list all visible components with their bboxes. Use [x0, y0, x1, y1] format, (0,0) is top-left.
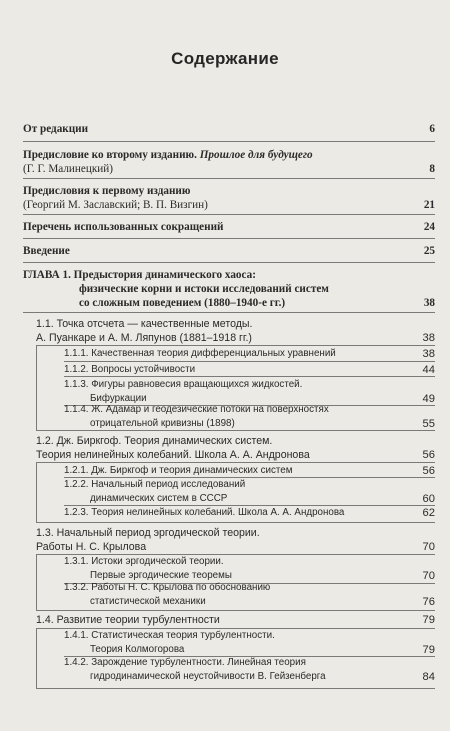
toc-entry-introduction[interactable]	[23, 244, 435, 258]
divider	[64, 376, 435, 377]
divider	[36, 610, 435, 611]
toc-section-1-1[interactable]	[36, 317, 435, 345]
subsection-title: 1.1.2. Вопросы устойчивости	[64, 364, 196, 375]
divider	[36, 522, 435, 523]
toc-section-1-3[interactable]	[36, 526, 435, 554]
page-number: 56	[422, 465, 435, 477]
subsection-title: Теория Колмогорова	[90, 644, 185, 655]
chapter-title-line: физические корни и истоки исследований систем	[79, 283, 329, 295]
subsection-title: 1.3.2. Работы Н. С. Крылова по обоснованию	[64, 582, 271, 593]
entry-label: Введение	[23, 245, 70, 257]
section-bracket	[36, 345, 37, 430]
divider	[36, 345, 435, 346]
section-title-line: 1.3. Начальный период эргодической теории.	[36, 527, 260, 539]
page-number: 24	[423, 221, 435, 233]
page-number: 79	[422, 644, 435, 656]
toc-subsection-1-4-2[interactable]	[64, 656, 435, 684]
subsection-title: Бифуркации	[90, 393, 147, 404]
subsection-title: 1.4.1. Статистическая теория турбулентности.	[64, 630, 275, 641]
page-number: 6	[429, 123, 435, 135]
section-title-line: 1.1. Точка отсчета — качественные методы.	[36, 318, 253, 330]
page-number: 84	[422, 671, 435, 683]
subsection-title: 1.2.1. Дж. Биркгоф и теория динамических систем	[64, 465, 293, 476]
entry-label: Перечень использованных сокращений	[23, 221, 224, 233]
section-title-line: Теория нелинейных колебаний. Школа А. А. Андронова	[36, 449, 310, 461]
page-number: 62	[422, 507, 435, 519]
page-number: 56	[422, 449, 435, 461]
toc-subsection-1-2-1[interactable]	[64, 464, 435, 478]
subsection-title: 1.1.4. Ж. Адамар и геодезические потоки на поверхностях	[64, 404, 329, 415]
page-number: 76	[422, 596, 435, 608]
page-number: 60	[422, 493, 435, 505]
divider	[36, 462, 435, 463]
divider	[23, 312, 435, 313]
subsection-title: 1.2.3. Теория нелинейных колебаний. Школа А. А. Андронова	[64, 507, 345, 518]
section-bracket	[36, 554, 37, 610]
toc-section-1-4[interactable]	[36, 613, 435, 627]
page-number: 21	[423, 199, 435, 211]
toc-subsection-1-1-3[interactable]	[64, 378, 435, 406]
toc-subsection-1-3-1[interactable]	[64, 555, 435, 583]
entry-author: (Георгий М. Заславский; В. П. Визгин)	[23, 199, 208, 211]
chapter-title-line: ГЛАВА 1. Предыстория динамического хаоса:	[23, 269, 256, 281]
toc-subsection-1-2-2[interactable]	[64, 478, 435, 506]
entry-author: (Г. Г. Малинецкий)	[23, 163, 113, 175]
page-number: 38	[422, 332, 435, 344]
page-number: 25	[423, 245, 435, 257]
section-title-line: Работы Н. С. Крылова	[36, 541, 147, 553]
subsection-title: 1.1.3. Фигуры равновесия вращающихся жидкостей.	[64, 379, 303, 390]
subsection-title: 1.2.2. Начальный период исследований	[64, 479, 246, 490]
toc-subsection-1-1-1[interactable]	[64, 347, 435, 361]
section-title-line: А. Пуанкаре и А. М. Ляпунов (1881–1918 гг.)	[36, 332, 252, 344]
divider	[23, 238, 435, 239]
toc-subsection-1-2-3[interactable]	[64, 506, 435, 520]
entry-label: Предисловия к первому изданию	[23, 185, 191, 197]
page-number: 44	[422, 364, 435, 376]
toc-entry-preface-2nd[interactable]	[23, 148, 435, 176]
page-number: 49	[422, 393, 435, 405]
page-number: 55	[422, 418, 435, 430]
entry-italic-title: Прошлое для будущего	[199, 149, 313, 161]
toc-subsection-1-3-2[interactable]	[64, 581, 435, 609]
subsection-title: 1.4.2. Зарождение турбулентности. Линейная теория	[64, 657, 306, 668]
subsection-title: 1.1.1. Качественная теория дифференциальных уравнений	[64, 348, 336, 359]
page-number: 38	[422, 348, 435, 360]
page-number: 70	[422, 570, 435, 582]
divider	[23, 178, 435, 179]
divider	[64, 361, 435, 362]
divider	[23, 214, 435, 215]
subsection-title: Первые эргодические теоремы	[90, 570, 232, 581]
divider	[23, 262, 435, 263]
page-number: 8	[429, 163, 435, 175]
chapter-title-line: со сложным поведением (1880–1940-е гг.)	[79, 297, 286, 309]
section-title-line: 1.4. Развитие теории турбулентности	[36, 614, 220, 626]
page-title: Содержание	[171, 49, 279, 68]
subsection-title: гидродинамической неустойчивости В. Гейзенберга	[90, 671, 326, 682]
subsection-title: статистической механики	[90, 596, 206, 607]
toc-entry-chapter-1[interactable]	[23, 268, 435, 310]
subsection-title: 1.3.1. Истоки эргодической теории.	[64, 556, 224, 567]
subsection-title: отрицательной кривизны (1898)	[90, 418, 235, 429]
section-title-line: 1.2. Дж. Биркгоф. Теория динамических систем.	[36, 435, 273, 447]
toc-entry-abbreviations[interactable]	[23, 220, 435, 234]
toc-subsection-1-1-4[interactable]	[64, 403, 435, 431]
entry-label: Предисловие ко второму изданию.	[23, 149, 200, 161]
toc-entry-preface-1st[interactable]	[23, 184, 435, 212]
page-number: 38	[423, 297, 435, 309]
toc-subsection-1-4-1[interactable]	[64, 629, 435, 657]
page-number: 70	[422, 541, 435, 553]
section-bracket	[36, 462, 37, 522]
toc-entry-editorial[interactable]	[23, 122, 435, 136]
section-bracket	[36, 628, 37, 688]
divider	[36, 430, 435, 431]
toc-subsection-1-1-2[interactable]	[64, 363, 435, 377]
entry-label: От редакции	[23, 123, 89, 135]
divider	[36, 688, 435, 689]
toc-section-1-2[interactable]	[36, 434, 435, 462]
divider	[23, 141, 435, 142]
page-number: 79	[422, 614, 435, 626]
subsection-title: динамических систем в СССР	[90, 493, 228, 504]
